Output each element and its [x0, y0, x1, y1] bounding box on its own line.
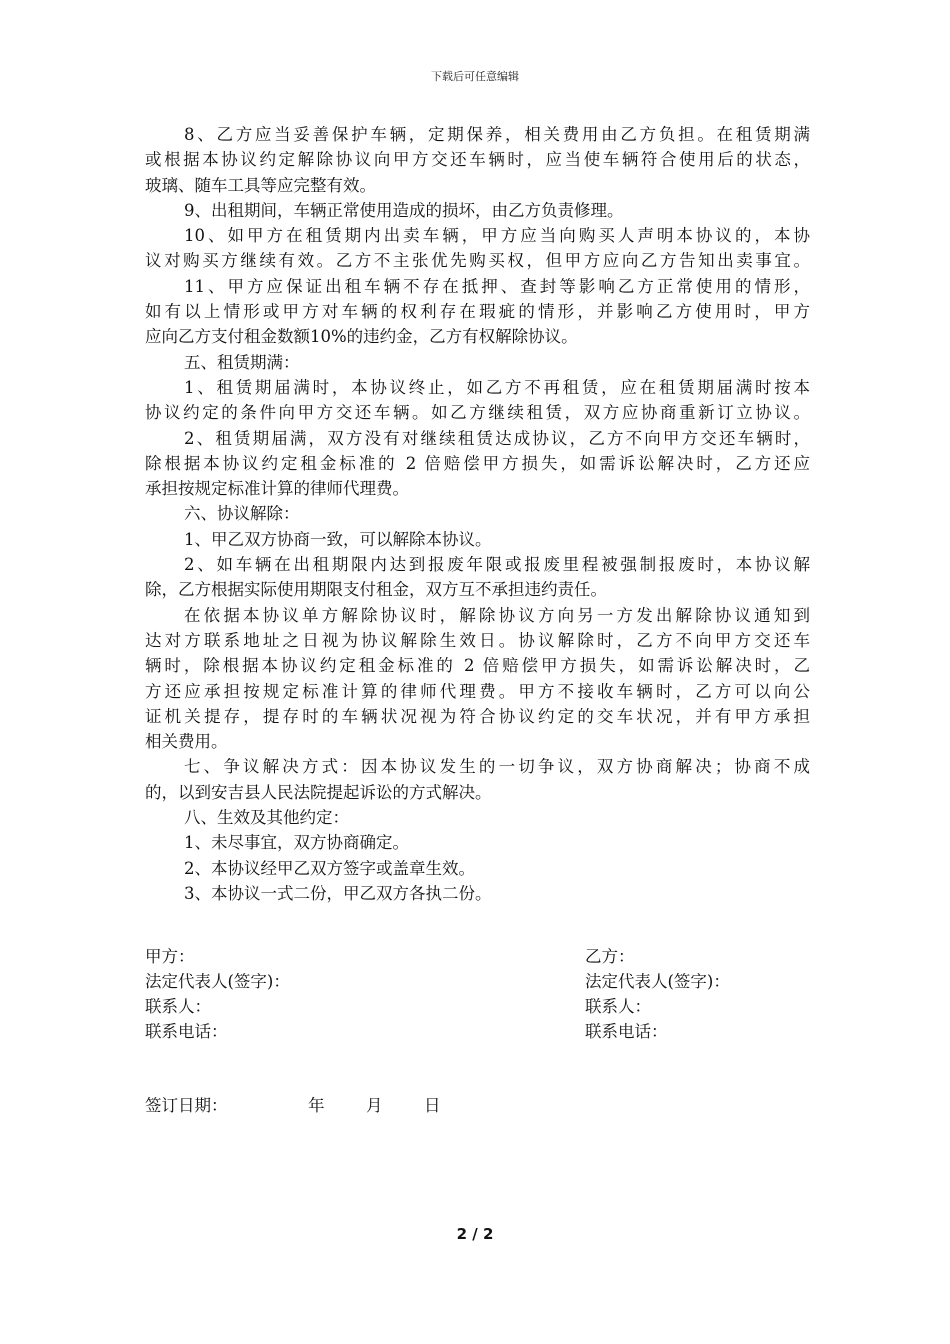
paragraph-line: 证机关提存，提存时的车辆状况视为符合协议约定的交车状况，并有甲方承担 — [145, 706, 810, 726]
paragraph-line: 1、租赁期届满时，本协议终止，如乙方不再租赁，应在租赁期届满时按本 — [184, 377, 810, 397]
party-b-legal-rep: 法定代表人(签字)： — [585, 972, 730, 991]
paragraph-line: 3、本协议一式二份，甲乙双方各执二份。 — [184, 883, 492, 903]
page-number: 2 / 2 — [456, 1225, 494, 1243]
party-b-signature — [585, 944, 730, 1044]
paragraph-line: 玻璃、随车工具等应完整有效。 — [145, 175, 376, 195]
paragraph-line: 相关费用。 — [145, 732, 228, 752]
paragraph-line: 的，以到安吉县人民法院提起诉讼的方式解决。 — [145, 782, 492, 802]
paragraph-line: 七、争议解决方式：因本协议发生的一切争议，双方协商解决；协商不成 — [184, 757, 810, 777]
paragraph-line: 1、未尽事宜，双方协商确定。 — [184, 833, 409, 853]
party-a-phone: 联系电话： — [145, 1022, 228, 1041]
paragraph-line: 协议约定的条件向甲方交还车辆。如乙方继续租赁，双方应协商重新订立协议。 — [145, 403, 810, 423]
party-b-contact: 联系人： — [585, 997, 651, 1016]
paragraph-line: 辆时，除根据本协议约定租金标准的 2 倍赔偿甲方损失，如需诉讼解决时，乙 — [145, 656, 810, 676]
paragraph-line: 2、本协议经甲乙双方签字或盖章生效。 — [184, 858, 475, 878]
paragraph-line: 2、如车辆在出租期限内达到报废年限或报废里程被强制报废时，本协议解 — [184, 555, 810, 575]
party-a-label: 甲方： — [145, 947, 195, 966]
paragraph-line: 在依据本协议单方解除协议时，解除协议方向另一方发出解除协议通知到 — [184, 605, 810, 625]
paragraph-line: 9、出租期间，车辆正常使用造成的损坏，由乙方负责修理。 — [184, 200, 624, 220]
signing-date-year: 年 — [308, 1096, 325, 1115]
signing-date-label: 签订日期： — [145, 1096, 228, 1115]
paragraph-line: 或根据本协议约定解除协议向甲方交还车辆时，应当使车辆符合使用后的状态， — [145, 150, 810, 170]
paragraph-line: 除，乙方根据实际使用期限支付租金，双方互不承担违约责任。 — [145, 580, 607, 600]
paragraph-line: 8、乙方应当妥善保护车辆，定期保养，相关费用由乙方负担。在租赁期满 — [184, 125, 810, 144]
paragraph-line: 应向乙方支付租金数额10%的违约金，乙方有权解除协议。 — [145, 327, 578, 347]
paragraph-line: 达对方联系地址之日视为协议解除生效日。协议解除时，乙方不向甲方交还车 — [145, 630, 810, 650]
party-a-signature — [145, 944, 290, 1044]
paragraph-line: 八、生效及其他约定： — [184, 808, 349, 828]
paragraph-line: 承担按规定标准计算的律师代理费。 — [145, 479, 409, 499]
paragraph-line: 2、租赁期届满，双方没有对继续租赁达成协议，乙方不向甲方交还车辆时， — [184, 428, 810, 448]
signing-date-month: 月 — [366, 1096, 383, 1115]
paragraph-line: 如有以上情形或甲方对车辆的权利存在瑕疵的情形，并影响乙方使用时，甲方 — [145, 302, 810, 322]
paragraph-line: 五、租赁期满： — [184, 352, 300, 372]
paragraph-line: 除根据本协议约定租金标准的 2 倍赔偿甲方损失，如需诉讼解决时，乙方还应 — [145, 453, 810, 473]
paragraph-line: 议对购买方继续有效。乙方不主张优先购买权，但甲方应向乙方告知出卖事宜。 — [145, 251, 810, 271]
party-a-contact: 联系人： — [145, 997, 211, 1016]
party-b-phone: 联系电话： — [585, 1022, 668, 1041]
paragraph-line: 11、甲方应保证出租车辆不存在抵押、查封等影响乙方正常使用的情形， — [184, 276, 810, 296]
paragraph-line: 方还应承担按规定标准计算的律师代理费。甲方不接收车辆时，乙方可以向公 — [145, 681, 810, 701]
paragraph-line: 10、如甲方在租赁期内出卖车辆，甲方应当向购买人声明本协议的，本协 — [184, 226, 810, 246]
paragraph-line: 六、协议解除： — [184, 504, 300, 524]
signing-date-day: 日 — [424, 1096, 441, 1115]
party-a-legal-rep: 法定代表人(签字)： — [145, 972, 290, 991]
party-b-label: 乙方： — [585, 947, 635, 966]
contract-body — [145, 122, 810, 906]
paragraph-line: 1、甲乙双方协商一致，可以解除本协议。 — [184, 529, 492, 549]
page-header-note: 下载后可任意编辑 — [431, 70, 519, 83]
